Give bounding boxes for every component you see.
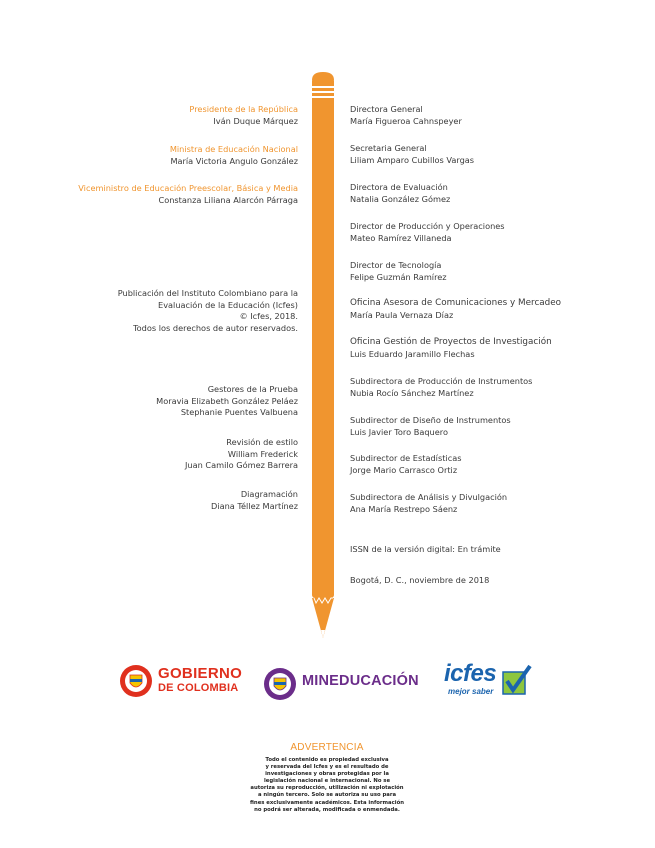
- staff-role: Oficina Asesora de Comunicaciones y Mercadeo: [350, 298, 562, 308]
- warning-line: a ningún tercero. Solo se autoriza su uso para: [257, 792, 397, 799]
- official-name: Constanza Liliana Alarcón Párraga: [158, 194, 298, 205]
- credit-name: William Frederick: [227, 448, 298, 459]
- staff-item: [350, 376, 532, 399]
- credit-title: Gestores de la Prueba: [207, 384, 298, 394]
- staff-name: Natalia González Gómez: [350, 193, 451, 204]
- icfes-logo: icfes: [444, 660, 497, 687]
- credit-diagramacion: [211, 489, 298, 512]
- official-role: Viceministro de Educación Preescolar, Básica y Media: [78, 183, 298, 193]
- staff-role: Director de Producción y Operaciones: [350, 221, 505, 231]
- warning-text: [227, 757, 427, 814]
- staff-role: Directora de Evaluación: [350, 182, 448, 192]
- staff-name: Nubia Rocío Sánchez Martínez: [350, 387, 474, 398]
- publication-line: Evaluación de la Educación (Icfes): [158, 299, 298, 310]
- warning-line: no podrá ser alterada, modificada o enmendada.: [254, 806, 400, 813]
- pencil-icon: [311, 72, 335, 642]
- staff-role: Secretaria General: [350, 143, 427, 153]
- issn-line: ISSN de la versión digital: En trámite: [350, 544, 501, 554]
- staff-role: Directora General: [350, 104, 423, 114]
- copyright-line: © Icfes, 2018.: [239, 311, 298, 321]
- warning-block: [227, 742, 427, 814]
- logos-row: [0, 660, 655, 710]
- credit-name: Stephanie Puentes Valbuena: [180, 407, 298, 417]
- staff-role: Subdirectora de Producción de Instrumentos: [350, 376, 533, 386]
- staff-name: Luis Javier Toro Baquero: [350, 426, 448, 437]
- credit-name: Diana Téllez Martínez: [211, 500, 298, 511]
- staff-item: [350, 337, 552, 360]
- official-name: María Victoria Angulo González: [170, 155, 298, 166]
- staff-item: [350, 221, 505, 244]
- mineducacion-logo: MINEDUCACIÓN: [302, 673, 419, 689]
- warning-line: fines exclusivamente académicos. Esta información: [250, 799, 404, 806]
- gobierno-line2: DE COLOMBIA: [158, 682, 239, 694]
- credit-title: Revisión de estilo: [226, 437, 298, 447]
- publication-line: Todos los derechos de autor reservados.: [133, 322, 298, 333]
- staff-item: [350, 104, 462, 127]
- place-date-line: Bogotá, D. C., noviembre de 2018: [350, 575, 490, 585]
- staff-name: Liliam Amparo Cubillos Vargas: [350, 154, 475, 165]
- gobierno-line1: GOBIERNO: [158, 665, 243, 682]
- official-role: Ministra de Educación Nacional: [169, 144, 298, 154]
- credit-gestores: [156, 384, 298, 419]
- staff-name: Jorge Mario Carrasco Ortiz: [350, 464, 458, 475]
- warning-line: investigaciones y obras protegidas por la: [265, 771, 389, 778]
- staff-name: María Paula Vernaza Díaz: [350, 309, 454, 320]
- staff-item: [350, 143, 474, 166]
- warning-line: legislación nacional e internacional. No se: [263, 778, 391, 785]
- credit-name: Moravia Elizabeth González Peláez: [156, 395, 298, 406]
- warning-line: y reservada del Icfes y es el resultado de: [265, 764, 389, 771]
- staff-name: Mateo Ramírez Villaneda: [350, 232, 452, 243]
- gobierno-logo: [158, 667, 242, 695]
- warning-line: autoriza su reproducción, utilización ni explotación: [250, 785, 404, 792]
- colombia-shield-icon: [119, 664, 153, 698]
- official-viceminister: [78, 183, 298, 206]
- checkmark-icon: [502, 664, 532, 696]
- staff-role: Oficina Gestión de Proyectos de Investigación: [350, 337, 552, 347]
- staff-role: Subdirector de Estadísticas: [350, 453, 462, 463]
- staff-role: Subdirectora de Análisis y Divulgación: [350, 492, 508, 502]
- staff-name: Luis Eduardo Jaramillo Flechas: [350, 348, 475, 359]
- staff-role: Subdirector de Diseño de Instrumentos: [350, 415, 511, 425]
- official-minister: [170, 144, 298, 167]
- official-role: Presidente de la República: [189, 104, 298, 114]
- credit-title: Diagramación: [240, 489, 298, 499]
- staff-item: [350, 260, 447, 283]
- official-name: Iván Duque Márquez: [213, 115, 298, 126]
- staff-name: Ana María Restrepo Sáenz: [350, 503, 458, 514]
- staff-item: [350, 298, 561, 321]
- warning-line: Todo el contenido es propiedad exclusiva: [265, 757, 389, 763]
- official-president: [189, 104, 298, 127]
- credit-revision: [185, 437, 298, 472]
- mineducacion-shield-icon: [263, 667, 297, 701]
- staff-item: [350, 182, 450, 205]
- staff-name: María Figueroa Cahnspeyer: [350, 115, 462, 126]
- staff-item: [350, 492, 507, 515]
- staff-name: Felipe Guzmán Ramírez: [350, 271, 447, 282]
- icfes-tagline: mejor saber: [448, 687, 494, 696]
- staff-item: [350, 453, 461, 476]
- publication-line: Publicación del Instituto Colombiano para la: [117, 288, 298, 298]
- staff-item: [350, 415, 511, 438]
- staff-role: Director de Tecnología: [350, 260, 442, 270]
- warning-title: ADVERTENCIA: [290, 742, 364, 753]
- credit-name: Juan Camilo Gómez Barrera: [184, 460, 298, 470]
